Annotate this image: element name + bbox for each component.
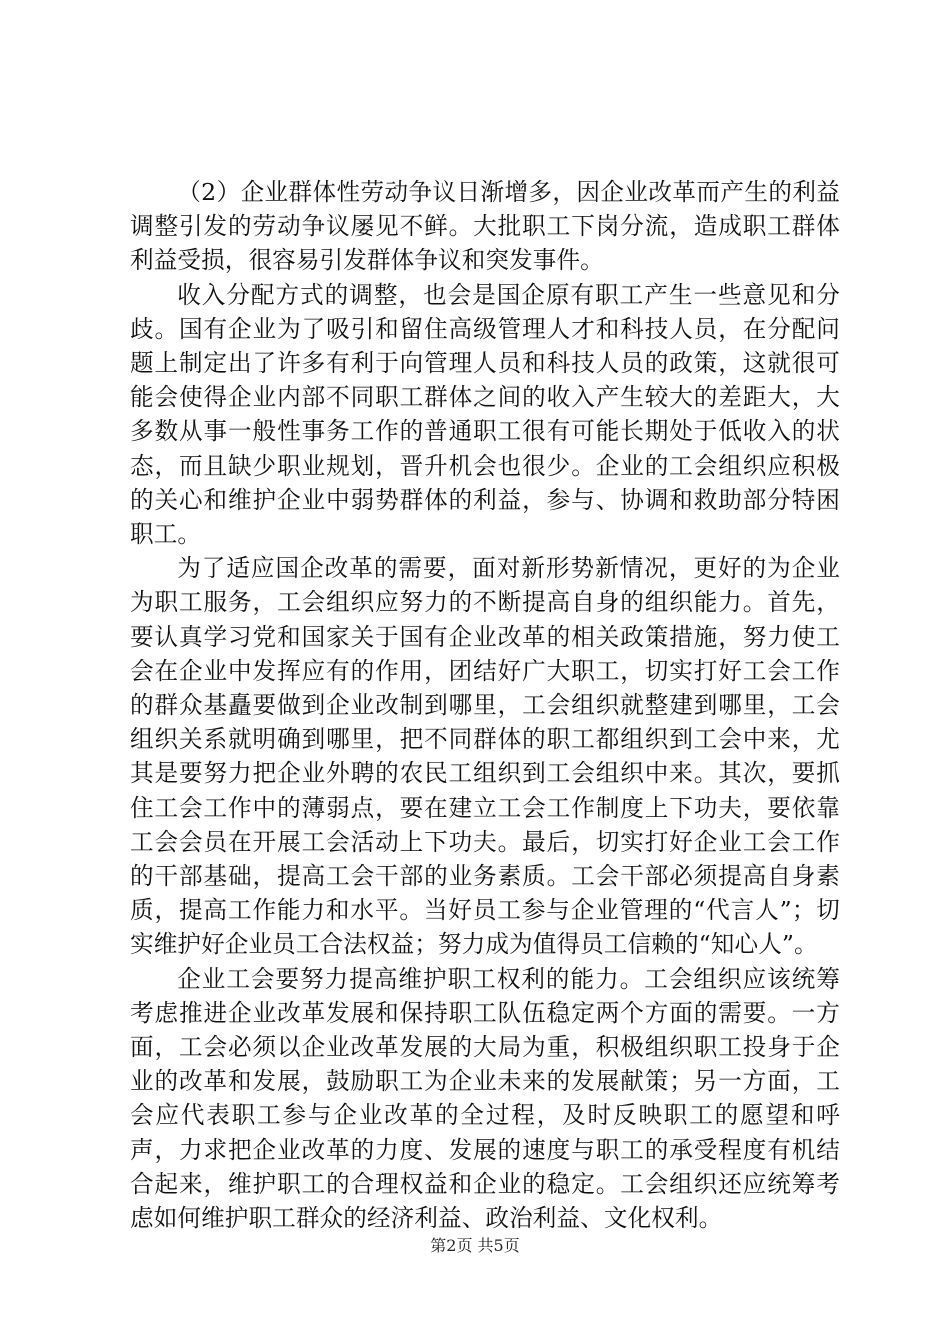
page-number-footer: 第2页 共5页 — [430, 1236, 520, 1255]
paragraph-4: 企业工会要努力提高维护职工权利的能力。工会组织应该统筹考虑推进企业改革发展和保持职工队伍稳定两个方面的需要。一方面，工会必须以企业改革发展的大局为重，积极组织职工投身于企业的改革和发展，鼓励职工为企业未来的发展献策；另一方面，工会应代表职工参与企业改革的全过程，及时反映职工的愿望和呼声，力求把企业改革的力度、发展的速度与职工的承受程度有机结合起来，维护职工的合理权益和企业的稳定。工会组织还应统筹考虑如何维护职工群众的经济利益、政治利益、文化权利。 — [130, 964, 840, 1233]
paragraph-1: （2）企业群体性劳动争议日渐增多，因企业改革而产生的利益调整引发的劳动争议屡见不鲜。大批职工下岗分流，造成职工群体利益受损，很容易引发群体争议和突发事件。 — [130, 178, 840, 275]
document-body — [130, 175, 840, 1235]
paragraph-2: 收入分配方式的调整，也会是国企原有职工产生一些意见和分歧。国有企业为了吸引和留住高级管理人才和科技人员，在分配问题上制定出了许多有利于向管理人员和科技人员的政策，这就很可能会使得企业内部不同职工群体之间的收入产生较大的差距大，大多数从事一般性事务工作的普通职工很有可能长期处于低收入的状态，而且缺少职业规划，晋升机会也很少。企业的工会组织应积极的关心和维护企业中弱势群体的利益，参与、协调和救助部分特困职工。 — [130, 280, 840, 549]
paragraph-3: 为了适应国企改革的需要，面对新形势新情况，更好的为企业为职工服务，工会组织应努力的不断提高自身的组织能力。首先，要认真学习党和国家关于国有企业改革的相关政策措施，努力使工会在企业中发挥应有的作用，团结好广大职工，切实打好工会工作的群众基矗要做到企业改制到哪里，工会组织就整建到哪里，工会组织关系就明确到哪里，把不同群体的职工都组织到工会中来，尤其是要努力把企业外聘的农民工组织到工会组织中来。其次，要抓住工会工作中的薄弱点，要在建立工会工作制度上下功夫，要依靠工会会员在开展工会活动上下功夫。最后，切实打好企业工会工作的干部基础，提高工会干部的业务素质。工会干部必须提高自身素质，提高工作能力和水平。当好员工参与企业管理的“代言人”；切实维护好企业员工合法权益；努力成为值得员工信赖的“知心人”。 — [130, 554, 840, 959]
